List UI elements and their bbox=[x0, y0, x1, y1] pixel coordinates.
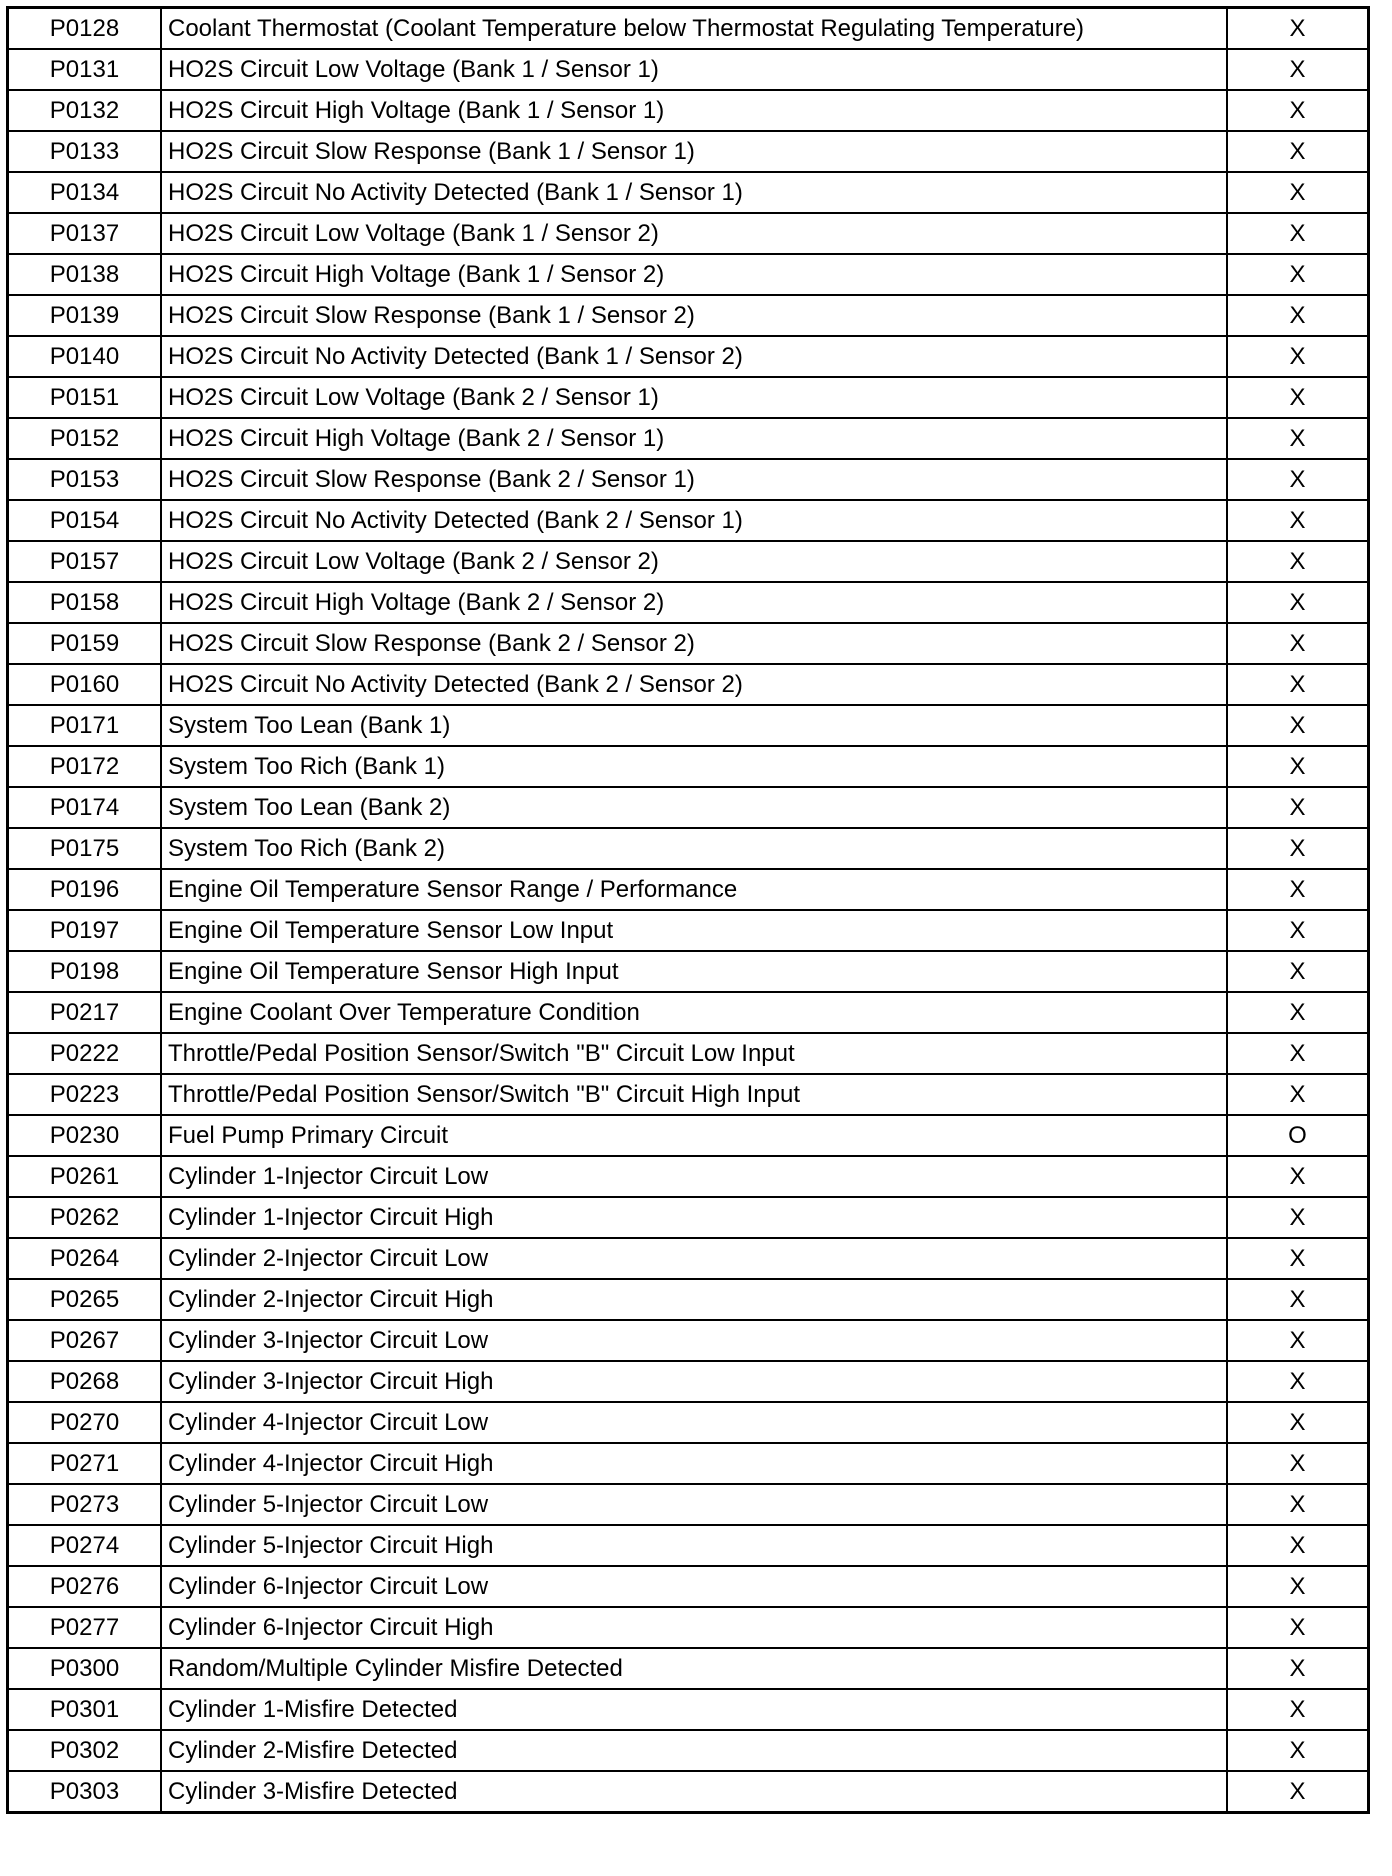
table-row bbox=[8, 295, 1369, 336]
table-row bbox=[8, 336, 1369, 377]
dtc-description-cell: Cylinder 2-Injector Circuit High bbox=[161, 1279, 1227, 1320]
dtc-table bbox=[6, 6, 1370, 1814]
dtc-description-cell: Throttle/Pedal Position Sensor/Switch "B" Circuit High Input bbox=[161, 1074, 1227, 1115]
dtc-description-cell: HO2S Circuit Low Voltage (Bank 2 / Sensor 1) bbox=[161, 377, 1227, 418]
dtc-description-cell: System Too Lean (Bank 1) bbox=[161, 705, 1227, 746]
dtc-mark-cell: X bbox=[1227, 1279, 1369, 1320]
table-row bbox=[8, 623, 1369, 664]
dtc-code-cell: P0198 bbox=[8, 951, 162, 992]
dtc-description-cell: Random/Multiple Cylinder Misfire Detected bbox=[161, 1648, 1227, 1689]
table-row bbox=[8, 1156, 1369, 1197]
table-row bbox=[8, 1648, 1369, 1689]
dtc-mark-cell: X bbox=[1227, 582, 1369, 623]
dtc-mark-cell: X bbox=[1227, 787, 1369, 828]
dtc-description-cell: Engine Oil Temperature Sensor Range / Performance bbox=[161, 869, 1227, 910]
dtc-description-cell: HO2S Circuit High Voltage (Bank 2 / Sensor 1) bbox=[161, 418, 1227, 459]
dtc-description-cell: HO2S Circuit Slow Response (Bank 2 / Sensor 1) bbox=[161, 459, 1227, 500]
table-row bbox=[8, 254, 1369, 295]
dtc-code-cell: P0223 bbox=[8, 1074, 162, 1115]
table-row bbox=[8, 459, 1369, 500]
dtc-code-cell: P0132 bbox=[8, 90, 162, 131]
table-row bbox=[8, 541, 1369, 582]
dtc-table-body bbox=[8, 8, 1369, 1813]
dtc-mark-cell: X bbox=[1227, 1525, 1369, 1566]
table-row bbox=[8, 746, 1369, 787]
dtc-code-cell: P0230 bbox=[8, 1115, 162, 1156]
dtc-description-cell: System Too Rich (Bank 1) bbox=[161, 746, 1227, 787]
dtc-mark-cell: X bbox=[1227, 951, 1369, 992]
table-row bbox=[8, 172, 1369, 213]
dtc-description-cell: HO2S Circuit Slow Response (Bank 1 / Sensor 1) bbox=[161, 131, 1227, 172]
dtc-description-cell: HO2S Circuit Slow Response (Bank 1 / Sensor 2) bbox=[161, 295, 1227, 336]
dtc-description-cell: HO2S Circuit High Voltage (Bank 1 / Sensor 1) bbox=[161, 90, 1227, 131]
dtc-mark-cell: X bbox=[1227, 295, 1369, 336]
dtc-description-cell: Cylinder 3-Misfire Detected bbox=[161, 1771, 1227, 1813]
table-row bbox=[8, 582, 1369, 623]
table-row bbox=[8, 131, 1369, 172]
table-row bbox=[8, 1771, 1369, 1813]
dtc-description-cell: HO2S Circuit High Voltage (Bank 1 / Sensor 2) bbox=[161, 254, 1227, 295]
dtc-mark-cell: X bbox=[1227, 869, 1369, 910]
dtc-code-cell: P0303 bbox=[8, 1771, 162, 1813]
dtc-description-cell: HO2S Circuit Low Voltage (Bank 1 / Sensor 2) bbox=[161, 213, 1227, 254]
dtc-description-cell: System Too Lean (Bank 2) bbox=[161, 787, 1227, 828]
dtc-description-cell: HO2S Circuit Low Voltage (Bank 2 / Sensor 2) bbox=[161, 541, 1227, 582]
dtc-description-cell: Cylinder 1-Misfire Detected bbox=[161, 1689, 1227, 1730]
dtc-mark-cell: X bbox=[1227, 1648, 1369, 1689]
dtc-code-cell: P0152 bbox=[8, 418, 162, 459]
table-row bbox=[8, 1074, 1369, 1115]
table-row bbox=[8, 377, 1369, 418]
dtc-code-cell: P0158 bbox=[8, 582, 162, 623]
table-row bbox=[8, 1033, 1369, 1074]
table-row bbox=[8, 1484, 1369, 1525]
table-row bbox=[8, 1566, 1369, 1607]
table-row bbox=[8, 90, 1369, 131]
dtc-mark-cell: X bbox=[1227, 1033, 1369, 1074]
dtc-mark-cell: X bbox=[1227, 705, 1369, 746]
table-row bbox=[8, 1443, 1369, 1484]
table-row bbox=[8, 1525, 1369, 1566]
dtc-code-cell: P0140 bbox=[8, 336, 162, 377]
dtc-description-cell: HO2S Circuit Low Voltage (Bank 1 / Sensor 1) bbox=[161, 49, 1227, 90]
dtc-description-cell: Engine Oil Temperature Sensor Low Input bbox=[161, 910, 1227, 951]
dtc-description-cell: Cylinder 6-Injector Circuit Low bbox=[161, 1566, 1227, 1607]
dtc-code-cell: P0138 bbox=[8, 254, 162, 295]
dtc-mark-cell: X bbox=[1227, 1197, 1369, 1238]
dtc-code-cell: P0151 bbox=[8, 377, 162, 418]
dtc-description-cell: Cylinder 6-Injector Circuit High bbox=[161, 1607, 1227, 1648]
dtc-description-cell: HO2S Circuit High Voltage (Bank 2 / Sensor 2) bbox=[161, 582, 1227, 623]
dtc-code-cell: P0262 bbox=[8, 1197, 162, 1238]
table-row bbox=[8, 951, 1369, 992]
dtc-mark-cell: X bbox=[1227, 254, 1369, 295]
dtc-code-cell: P0265 bbox=[8, 1279, 162, 1320]
dtc-description-cell: Cylinder 2-Injector Circuit Low bbox=[161, 1238, 1227, 1279]
table-row bbox=[8, 664, 1369, 705]
dtc-mark-cell: X bbox=[1227, 910, 1369, 951]
dtc-code-cell: P0171 bbox=[8, 705, 162, 746]
table-row bbox=[8, 8, 1369, 50]
dtc-mark-cell: X bbox=[1227, 541, 1369, 582]
dtc-mark-cell: X bbox=[1227, 1484, 1369, 1525]
dtc-description-cell: Engine Oil Temperature Sensor High Input bbox=[161, 951, 1227, 992]
dtc-description-cell: Cylinder 4-Injector Circuit Low bbox=[161, 1402, 1227, 1443]
dtc-mark-cell: X bbox=[1227, 90, 1369, 131]
table-row bbox=[8, 1402, 1369, 1443]
dtc-description-cell: HO2S Circuit No Activity Detected (Bank 2 / Sensor 1) bbox=[161, 500, 1227, 541]
dtc-description-cell: Cylinder 3-Injector Circuit High bbox=[161, 1361, 1227, 1402]
dtc-mark-cell: X bbox=[1227, 1074, 1369, 1115]
dtc-code-cell: P0301 bbox=[8, 1689, 162, 1730]
table-row bbox=[8, 1607, 1369, 1648]
dtc-mark-cell: X bbox=[1227, 49, 1369, 90]
table-row bbox=[8, 49, 1369, 90]
table-row bbox=[8, 1115, 1369, 1156]
dtc-code-cell: P0137 bbox=[8, 213, 162, 254]
dtc-code-cell: P0134 bbox=[8, 172, 162, 213]
dtc-code-cell: P0153 bbox=[8, 459, 162, 500]
dtc-code-cell: P0175 bbox=[8, 828, 162, 869]
dtc-code-cell: P0157 bbox=[8, 541, 162, 582]
dtc-description-cell: Cylinder 4-Injector Circuit High bbox=[161, 1443, 1227, 1484]
table-row bbox=[8, 1730, 1369, 1771]
dtc-description-cell: Engine Coolant Over Temperature Condition bbox=[161, 992, 1227, 1033]
dtc-description-cell: HO2S Circuit No Activity Detected (Bank 2 / Sensor 2) bbox=[161, 664, 1227, 705]
dtc-description-cell: Cylinder 5-Injector Circuit Low bbox=[161, 1484, 1227, 1525]
dtc-description-cell: System Too Rich (Bank 2) bbox=[161, 828, 1227, 869]
table-row bbox=[8, 418, 1369, 459]
dtc-code-cell: P0302 bbox=[8, 1730, 162, 1771]
dtc-description-cell: Throttle/Pedal Position Sensor/Switch "B" Circuit Low Input bbox=[161, 1033, 1227, 1074]
dtc-mark-cell: X bbox=[1227, 1402, 1369, 1443]
dtc-mark-cell: X bbox=[1227, 1730, 1369, 1771]
dtc-code-cell: P0128 bbox=[8, 8, 162, 50]
dtc-description-cell: Coolant Thermostat (Coolant Temperature below Thermostat Regulating Temperature) bbox=[161, 8, 1227, 50]
dtc-code-cell: P0300 bbox=[8, 1648, 162, 1689]
dtc-mark-cell: X bbox=[1227, 1566, 1369, 1607]
dtc-code-cell: P0196 bbox=[8, 869, 162, 910]
dtc-code-cell: P0160 bbox=[8, 664, 162, 705]
dtc-mark-cell: X bbox=[1227, 1156, 1369, 1197]
dtc-code-cell: P0154 bbox=[8, 500, 162, 541]
dtc-code-cell: P0139 bbox=[8, 295, 162, 336]
dtc-description-cell: Fuel Pump Primary Circuit bbox=[161, 1115, 1227, 1156]
dtc-mark-cell: X bbox=[1227, 1361, 1369, 1402]
dtc-code-cell: P0197 bbox=[8, 910, 162, 951]
table-row bbox=[8, 500, 1369, 541]
dtc-code-cell: P0276 bbox=[8, 1566, 162, 1607]
table-row bbox=[8, 213, 1369, 254]
dtc-code-cell: P0270 bbox=[8, 1402, 162, 1443]
dtc-description-cell: HO2S Circuit No Activity Detected (Bank 1 / Sensor 1) bbox=[161, 172, 1227, 213]
dtc-mark-cell: X bbox=[1227, 459, 1369, 500]
dtc-code-cell: P0264 bbox=[8, 1238, 162, 1279]
dtc-code-cell: P0131 bbox=[8, 49, 162, 90]
dtc-mark-cell: X bbox=[1227, 1238, 1369, 1279]
table-row bbox=[8, 1361, 1369, 1402]
dtc-description-cell: Cylinder 5-Injector Circuit High bbox=[161, 1525, 1227, 1566]
dtc-code-cell: P0273 bbox=[8, 1484, 162, 1525]
dtc-code-cell: P0174 bbox=[8, 787, 162, 828]
table-row bbox=[8, 869, 1369, 910]
dtc-mark-cell: X bbox=[1227, 131, 1369, 172]
dtc-mark-cell: X bbox=[1227, 828, 1369, 869]
dtc-code-cell: P0159 bbox=[8, 623, 162, 664]
dtc-mark-cell: X bbox=[1227, 1443, 1369, 1484]
table-row bbox=[8, 828, 1369, 869]
dtc-mark-cell: X bbox=[1227, 664, 1369, 705]
dtc-code-cell: P0268 bbox=[8, 1361, 162, 1402]
dtc-code-cell: P0222 bbox=[8, 1033, 162, 1074]
table-row bbox=[8, 1320, 1369, 1361]
dtc-mark-cell: X bbox=[1227, 1320, 1369, 1361]
dtc-code-cell: P0267 bbox=[8, 1320, 162, 1361]
dtc-description-cell: Cylinder 2-Misfire Detected bbox=[161, 1730, 1227, 1771]
dtc-mark-cell: O bbox=[1227, 1115, 1369, 1156]
table-row bbox=[8, 1238, 1369, 1279]
dtc-mark-cell: X bbox=[1227, 336, 1369, 377]
dtc-mark-cell: X bbox=[1227, 623, 1369, 664]
dtc-mark-cell: X bbox=[1227, 992, 1369, 1033]
dtc-description-cell: Cylinder 1-Injector Circuit High bbox=[161, 1197, 1227, 1238]
dtc-description-cell: HO2S Circuit No Activity Detected (Bank 1 / Sensor 2) bbox=[161, 336, 1227, 377]
dtc-mark-cell: X bbox=[1227, 377, 1369, 418]
dtc-code-cell: P0271 bbox=[8, 1443, 162, 1484]
dtc-mark-cell: X bbox=[1227, 1689, 1369, 1730]
table-row bbox=[8, 992, 1369, 1033]
dtc-code-cell: P0277 bbox=[8, 1607, 162, 1648]
dtc-mark-cell: X bbox=[1227, 1607, 1369, 1648]
table-row bbox=[8, 1279, 1369, 1320]
table-row bbox=[8, 705, 1369, 746]
dtc-mark-cell: X bbox=[1227, 8, 1369, 50]
dtc-description-cell: Cylinder 3-Injector Circuit Low bbox=[161, 1320, 1227, 1361]
dtc-code-cell: P0217 bbox=[8, 992, 162, 1033]
dtc-mark-cell: X bbox=[1227, 500, 1369, 541]
dtc-mark-cell: X bbox=[1227, 746, 1369, 787]
dtc-mark-cell: X bbox=[1227, 213, 1369, 254]
dtc-mark-cell: X bbox=[1227, 418, 1369, 459]
table-row bbox=[8, 1197, 1369, 1238]
dtc-mark-cell: X bbox=[1227, 172, 1369, 213]
dtc-description-cell: HO2S Circuit Slow Response (Bank 2 / Sensor 2) bbox=[161, 623, 1227, 664]
dtc-mark-cell: X bbox=[1227, 1771, 1369, 1813]
table-row bbox=[8, 910, 1369, 951]
dtc-code-cell: P0133 bbox=[8, 131, 162, 172]
dtc-code-cell: P0261 bbox=[8, 1156, 162, 1197]
dtc-description-cell: Cylinder 1-Injector Circuit Low bbox=[161, 1156, 1227, 1197]
dtc-code-cell: P0274 bbox=[8, 1525, 162, 1566]
table-row bbox=[8, 787, 1369, 828]
dtc-code-cell: P0172 bbox=[8, 746, 162, 787]
table-row bbox=[8, 1689, 1369, 1730]
